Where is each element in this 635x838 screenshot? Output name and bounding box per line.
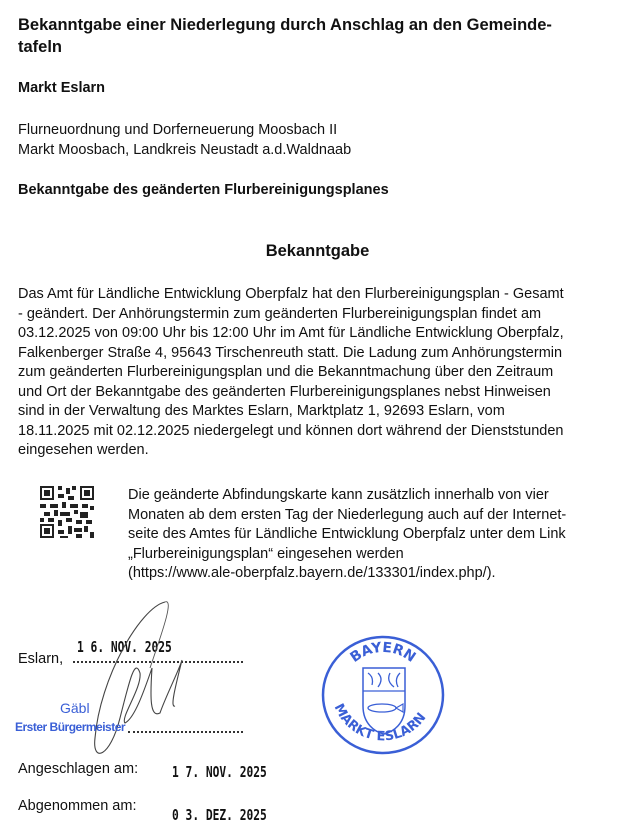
signer-title: Erster Bürgermeister — [15, 720, 126, 734]
project-info — [18, 121, 351, 160]
qr-note-line: seite des Amtes für Ländliche Entwicklung Oberpfalz unter dem Link — [128, 526, 566, 542]
signer-name: Gäbl — [60, 700, 90, 716]
signature-line — [128, 731, 243, 733]
municipality: Markt Eslarn — [18, 80, 106, 96]
body-line: zum geänderten Flurbereinigungsplan und die Bekanntmachung über den Zeitraum — [18, 364, 554, 380]
qr-code-icon — [40, 486, 94, 538]
body-line: - geändert. Der Anhörungstermin zum geänderten Flurbereinigungsplan findet am — [18, 305, 542, 322]
place-label: Eslarn, — [18, 651, 64, 667]
body-line: 18.11.2025 mit 02.12.2025 niedergelegt und können dort während der Dienststunden — [18, 422, 564, 439]
svg-text:MARKT ESLARN: MARKT ESLARN — [330, 701, 430, 745]
posted-date: 1 7. NOV. 2025 — [172, 763, 267, 781]
body-line: Falkenberger Straße 4, 95643 Tirschenreuth statt. Die Ladung zum Anhörungstermin — [18, 344, 563, 361]
qr-note — [128, 486, 566, 584]
qr-note-line: „Flurbereinigungsplan“ eingesehen werden — [128, 545, 404, 562]
title-line: tafeln — [18, 38, 63, 56]
posted-label: Angeschlagen am: — [18, 761, 139, 777]
place-date: 1 6. NOV. 2025 — [77, 638, 172, 656]
qr-note-line: (https://www.ale-oberpfalz.bayern.de/133301/index.php/). — [128, 565, 496, 581]
project-line: Flurneuordnung und Dorferneuerung Moosbach II — [18, 122, 338, 138]
title-line: Bekanntgabe einer Niederlegung durch Anschlag an den Gemeinde- — [18, 16, 552, 34]
body-line: sind in der Verwaltung des Marktes Eslarn, Marktplatz 1, 92693 Eslarn, vom — [18, 403, 505, 419]
qr-note-line: Die geänderte Abfindungskarte kann zusätzlich innerhalb von vier — [128, 487, 549, 503]
body-line: Das Amt für Ländliche Entwicklung Oberpfalz hat den Flurbereinigungsplan - Gesamt — [18, 286, 564, 302]
subject: Bekanntgabe des geänderten Flurbereinigungsplanes — [18, 182, 389, 198]
qr-note-line: Monaten ab dem ersten Tag der Niederlegung auch auf der Internet- — [128, 506, 567, 523]
removed-date: 0 3. DEZ. 2025 — [172, 806, 267, 824]
svg-text:BAYERN: BAYERN — [347, 639, 419, 666]
document-title — [18, 14, 628, 58]
body-text — [18, 285, 564, 461]
body-line: und Ort der Bekanntgabe des geänderten Flurbereinigungsplanes nebst Hinweisen — [18, 383, 551, 400]
body-line: 03.12.2025 von 09:00 Uhr bis 12:00 Uhr im Amt für Ländliche Entwicklung Oberpfalz, — [18, 325, 564, 341]
municipal-seal — [318, 633, 448, 758]
body-line: eingesehen werden. — [18, 442, 149, 458]
removed-label: Abgenommen am: — [18, 798, 137, 814]
signature — [70, 598, 220, 768]
project-line: Markt Moosbach, Landkreis Neustadt a.d.Waldnaab — [18, 141, 352, 158]
heading: Bekanntgabe — [265, 242, 370, 260]
